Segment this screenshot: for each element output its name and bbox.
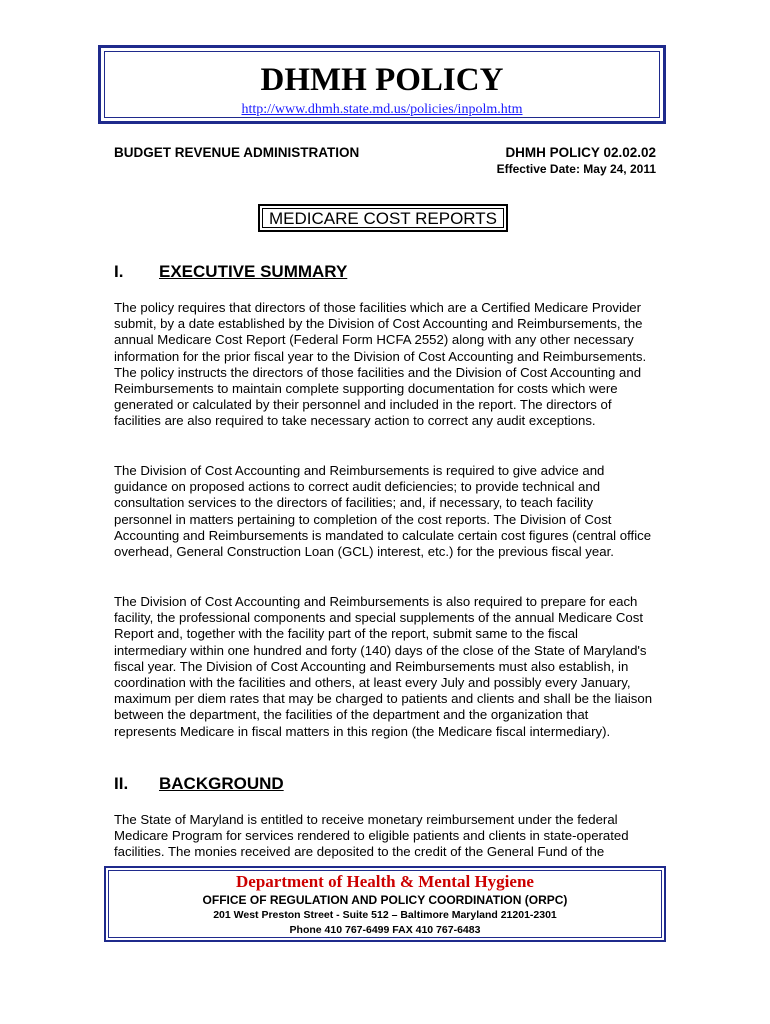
section-heading-background [114,774,284,794]
document-title-box [258,204,508,232]
paragraph: The Division of Cost Accounting and Reimbursements is also required to prepare for each facility, the professional components and special supplements of the annual Medicare Cost Report and, together with the facility part of the report, submit same to the fiscal intermediary within one hundred and forty (140) days of the close of the State of Maryland's fiscal year. The Division of Cost Accounting and Reimbursements must also establish, in coordination with the facilities and others, at least every July and possibly every January, maximum per diem rates that may be charged to patients and clients and shall be the liaison between the department, the facilities of the department and the organization that represents Medicare in fiscal matters in this region (the Medicare fiscal intermediary). [114,594,653,739]
effective-date: Effective Date: May 24, 2011 [496,162,656,176]
office-name: OFFICE OF REGULATION AND POLICY COORDINATION (ORPC) [202,893,568,907]
paragraph: The State of Maryland is entitled to receive monetary reimbursement under the federal Medicare Program for services rendered to eligible patients and clients in state-operated facilities. The monies received are deposited to the credit of the General Fund of the [114,812,629,860]
policy-header-box [98,45,666,124]
section-number: I. [114,262,124,281]
section-title: BACKGROUND [159,774,284,793]
division-name: BUDGET REVENUE ADMINISTRATION [114,145,360,160]
policy-url-link[interactable]: http://www.dhmh.state.md.us/policies/inpolm.htm [241,102,523,117]
policy-title: DHMH POLICY [260,62,504,98]
office-phone: Phone 410 767-6499 FAX 410 767-6483 [289,924,481,936]
footer-box [104,866,666,942]
policy-header-inner-border [104,51,660,118]
section-title: EXECUTIVE SUMMARY [159,262,348,281]
section-heading-executive-summary [114,262,347,282]
policy-number: DHMH POLICY 02.02.02 [505,145,656,160]
department-name: Department of Health & Mental Hygiene [236,872,534,891]
document-title: MEDICARE COST REPORTS [262,208,504,228]
office-address: 201 West Preston Street - Suite 512 – Baltimore Maryland 21201-2301 [213,909,557,921]
paragraph: The Division of Cost Accounting and Reimbursements is required to give advice and guidance on proposed actions to correct audit deficiencies; to provide technical and consultation services to the directors of facilities; and, if necessary, to teach facility personnel in matters pertaining to completion of the cost reports. The Division of Cost Accounting and Reimbursements is mandated to calculate certain cost figures (central office overhead, General Construction Loan (GCL) interest, etc.) for the previous fiscal year. [114,463,652,560]
section-number: II. [114,774,129,793]
paragraph: The policy requires that directors of those facilities which are a Certified Medicare Provider submit, by a date established by the Division of Cost Accounting and Reimbursements, the annual Medicare Cost Report (Federal Form HCFA 2552) along with any other necessary information for the prior fiscal year to the Division of Cost Accounting and Reimbursements. The policy instructs the directors of those facilities and the Division of Cost Accounting and Reimbursements to maintain complete supporting documentation for costs which were generated or calculated by their personnel and included in the report. The directors of facilities are also required to take necessary action to correct any audit exceptions. [114,300,647,429]
